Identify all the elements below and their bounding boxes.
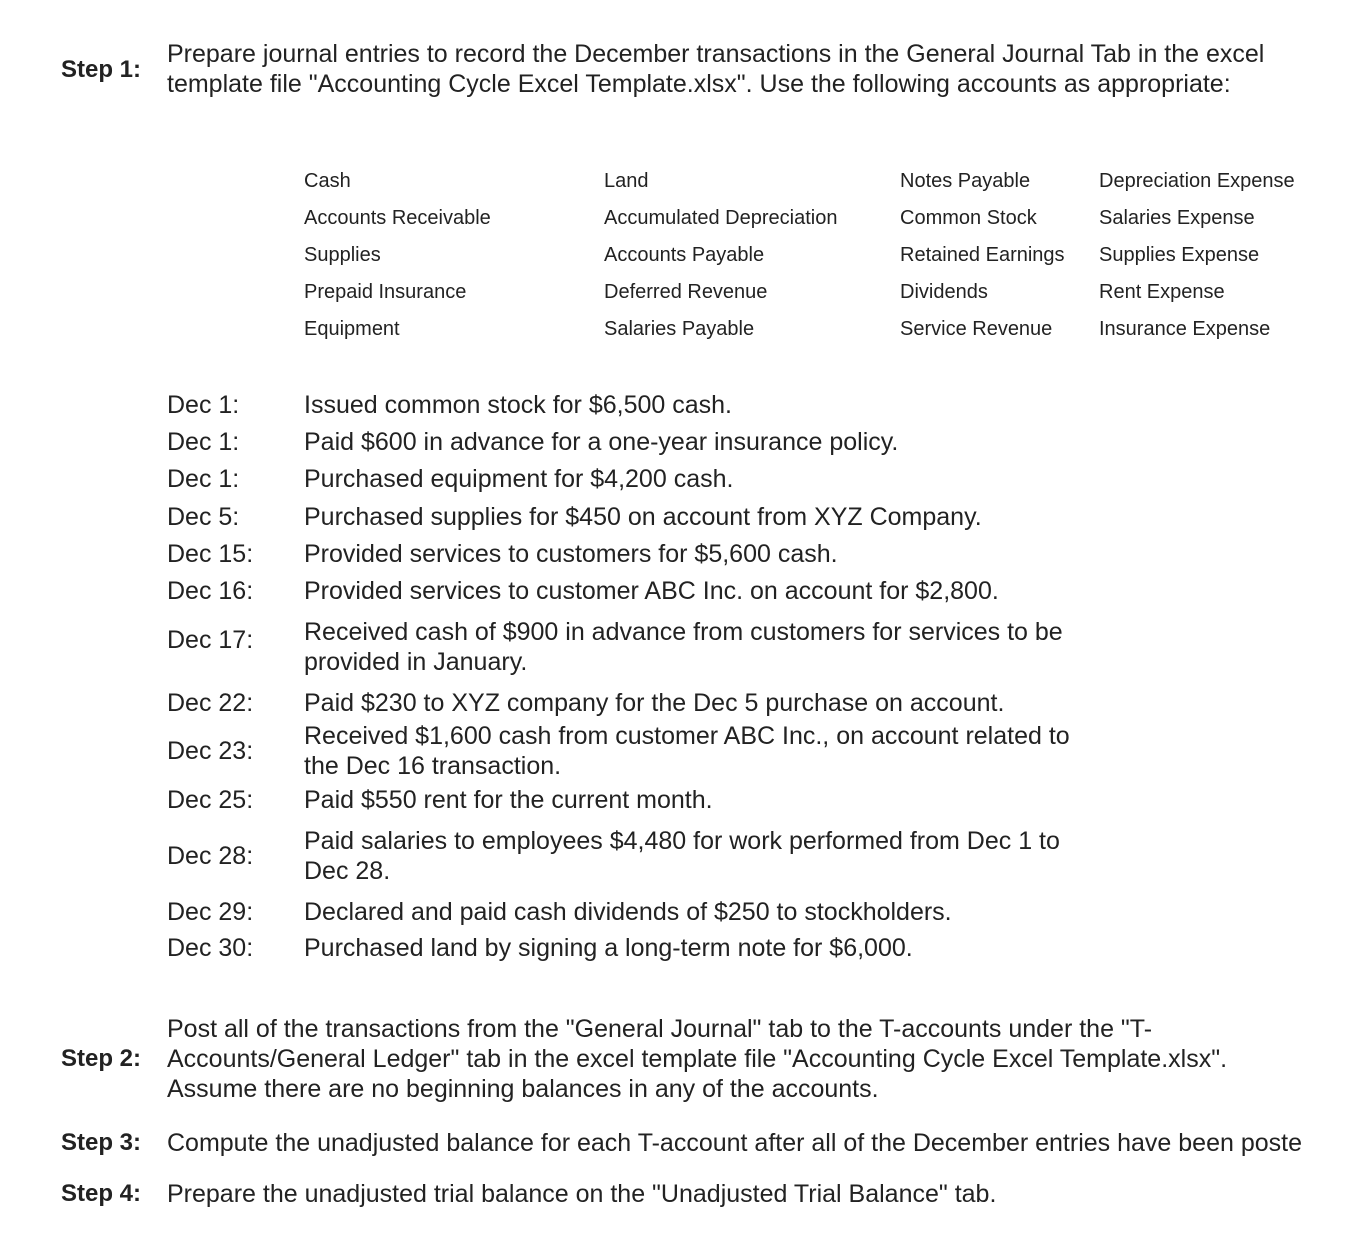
- account-salaries-payable: Salaries Payable: [604, 318, 755, 340]
- transaction-date: Dec 23:: [167, 737, 254, 765]
- account-service-revenue: Service Revenue: [900, 318, 1053, 340]
- account-salaries-expense: Salaries Expense: [1099, 207, 1255, 229]
- account-equipment: Equipment: [304, 318, 400, 340]
- step1-line1: Prepare journal entries to record the December transactions in the General Journal Tab in the excel: [167, 40, 1265, 68]
- step4-text: Prepare the unadjusted trial balance on the "Unadjusted Trial Balance" tab.: [167, 1180, 997, 1208]
- step2-line2: Accounts/General Ledger" tab in the excel template file "Accounting Cycle Excel Template.xlsx".: [167, 1045, 1228, 1073]
- transaction-description: Purchased land by signing a long-term note for $6,000.: [304, 934, 913, 962]
- transaction-date: Dec 17:: [167, 626, 254, 654]
- transaction-date: Dec 30:: [167, 934, 254, 962]
- account-supplies-expense: Supplies Expense: [1099, 244, 1260, 266]
- account-depreciation-expense: Depreciation Expense: [1099, 170, 1295, 192]
- transaction-date: Dec 28:: [167, 842, 254, 870]
- account-cash: Cash: [304, 170, 351, 192]
- transaction-description: Declared and paid cash dividends of $250 to stockholders.: [304, 898, 952, 926]
- step2-line3: Assume there are no beginning balances in any of the accounts.: [167, 1075, 879, 1103]
- transaction-description: Purchased supplies for $450 on account from XYZ Company.: [304, 503, 982, 531]
- step3-text: Compute the unadjusted balance for each T-account after all of the December entries have been poste: [167, 1129, 1302, 1157]
- account-retained-earnings: Retained Earnings: [900, 244, 1065, 266]
- account-rent-expense: Rent Expense: [1099, 281, 1225, 303]
- account-common-stock: Common Stock: [900, 207, 1037, 229]
- transaction-description-cont: provided in January.: [304, 648, 528, 676]
- step2-line1: Post all of the transactions from the "General Journal" tab to the T-accounts under the "T-: [167, 1015, 1153, 1043]
- transaction-date: Dec 1:: [167, 465, 240, 493]
- transaction-description-cont: the Dec 16 transaction.: [304, 752, 562, 780]
- account-deferred-revenue: Deferred Revenue: [604, 281, 768, 303]
- transaction-description: Paid $550 rent for the current month.: [304, 786, 713, 814]
- transaction-description: Purchased equipment for $4,200 cash.: [304, 465, 734, 493]
- transaction-date: Dec 29:: [167, 898, 254, 926]
- account-notes-payable: Notes Payable: [900, 170, 1031, 192]
- transaction-description: Paid $600 in advance for a one-year insurance policy.: [304, 428, 899, 456]
- transaction-date: Dec 1:: [167, 428, 240, 456]
- account-land: Land: [604, 170, 649, 192]
- transaction-description: Paid salaries to employees $4,480 for work performed from Dec 1 to: [304, 827, 1060, 855]
- account-supplies: Supplies: [304, 244, 381, 266]
- step4-label: Step 4:: [61, 1180, 142, 1207]
- transaction-date: Dec 16:: [167, 577, 254, 605]
- step3-label: Step 3:: [61, 1129, 142, 1156]
- transaction-description: Provided services to customer ABC Inc. on account for $2,800.: [304, 577, 999, 605]
- account-accumulated-depreciation: Accumulated Depreciation: [604, 207, 838, 229]
- account-insurance-expense: Insurance Expense: [1099, 318, 1271, 340]
- transaction-description: Provided services to customers for $5,600 cash.: [304, 540, 838, 568]
- transaction-description-cont: Dec 28.: [304, 857, 391, 885]
- transaction-description: Received cash of $900 in advance from customers for services to be: [304, 618, 1063, 646]
- transaction-description: Received $1,600 cash from customer ABC Inc., on account related to: [304, 722, 1070, 750]
- transaction-date: Dec 1:: [167, 391, 240, 419]
- account-accounts-receivable: Accounts Receivable: [304, 207, 491, 229]
- step2-label: Step 2:: [61, 1045, 142, 1072]
- step1-label: Step 1:: [61, 56, 142, 83]
- transaction-description: Paid $230 to XYZ company for the Dec 5 purchase on account.: [304, 689, 1005, 717]
- transaction-date: Dec 5:: [167, 503, 240, 531]
- account-prepaid-insurance: Prepaid Insurance: [304, 281, 467, 303]
- transaction-date: Dec 22:: [167, 689, 254, 717]
- transaction-date: Dec 25:: [167, 786, 254, 814]
- account-dividends: Dividends: [900, 281, 988, 303]
- transaction-description: Issued common stock for $6,500 cash.: [304, 391, 732, 419]
- transaction-date: Dec 15:: [167, 540, 254, 568]
- account-accounts-payable: Accounts Payable: [604, 244, 765, 266]
- step1-line2: template file "Accounting Cycle Excel Template.xlsx". Use the following accounts as appropriate:: [167, 70, 1231, 98]
